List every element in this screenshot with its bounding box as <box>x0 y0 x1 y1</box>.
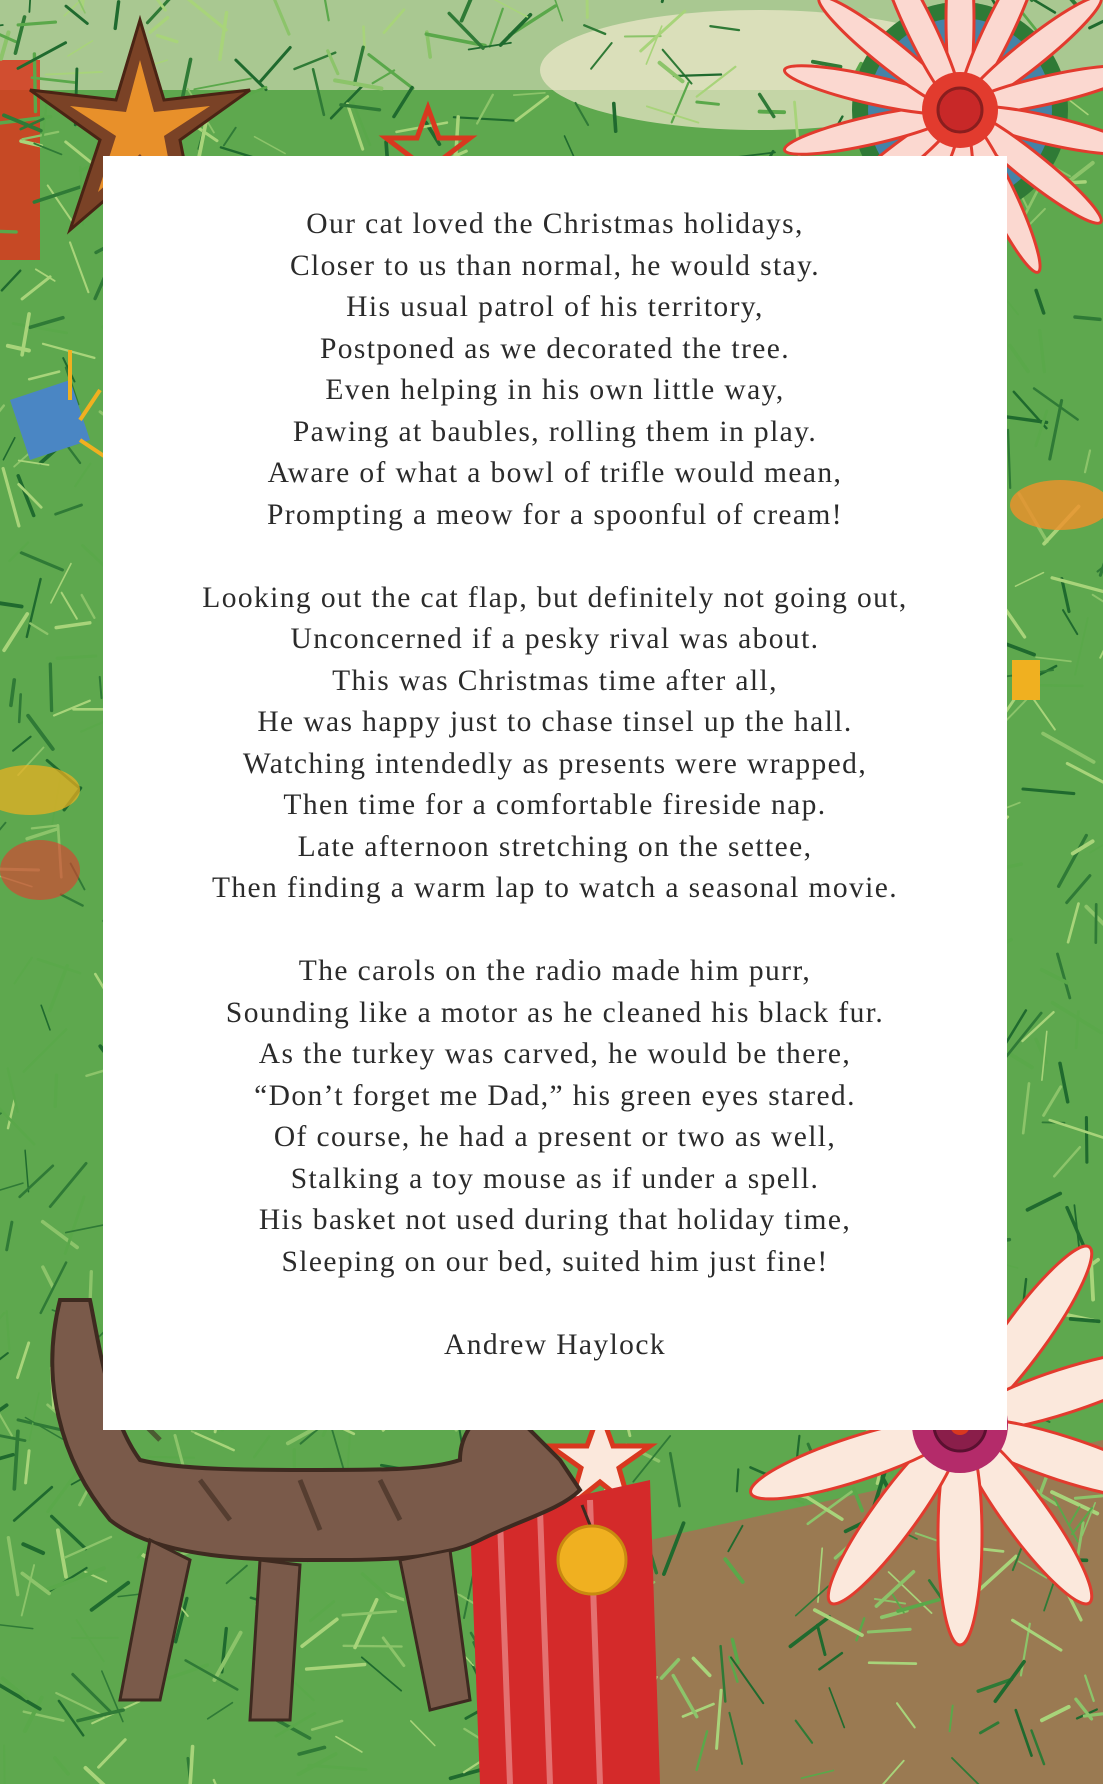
poem-card <box>103 156 1007 1430</box>
pine-needle <box>674 75 721 77</box>
poem-line: Then time for a comfortable fireside nap. <box>283 789 827 821</box>
pine-needle <box>147 1457 194 1458</box>
poem-line: Then finding a warm lap to watch a seasonal movie. <box>211 872 899 904</box>
poem-line: Of course, he had a present or two as well, <box>273 1121 837 1153</box>
poem-line: Prompting a meow for a spoonful of cream! <box>267 498 843 531</box>
poem-line: Aware of what a bowl of trifle would mean, <box>267 457 843 489</box>
pine-needle <box>55 1075 56 1106</box>
poem-line: As the turkey was carved, he would be there, <box>258 1038 852 1070</box>
poem-line: The carols on the radio made him purr, <box>298 955 812 987</box>
poem-line: This was Christmas time after all, <box>332 664 778 697</box>
poem-stanza <box>103 951 1007 1283</box>
poem-stanza <box>103 204 1007 536</box>
pine-needle <box>1086 1118 1087 1163</box>
poem-line: Postponed as we decorated the tree. <box>319 332 791 365</box>
pine-needle <box>1075 317 1100 319</box>
poem-line: Late afternoon stretching on the settee, <box>297 830 813 863</box>
poem-line: His usual patrol of his territory, <box>346 291 764 323</box>
poem-line: His basket not used during that holiday time, <box>258 1204 852 1236</box>
pine-needle <box>344 1646 402 1647</box>
poem-author: Andrew Haylock <box>444 1328 666 1361</box>
poem-line: He was happy just to chase tinsel up the hall. <box>257 706 853 738</box>
pine-needle <box>4 1746 5 1784</box>
poem-line: “Don’t forget me Dad,” his green eyes stared. <box>254 1079 856 1112</box>
poem-line: Our cat loved the Christmas holidays, <box>306 208 804 240</box>
pine-needle <box>614 104 616 132</box>
poem-line: Sleeping on our bed, suited him just fine! <box>281 1245 829 1278</box>
pine-needle <box>19 694 21 722</box>
pine-needle <box>50 664 51 711</box>
poem-line: Sounding like a motor as he cleaned his black fur. <box>225 996 885 1029</box>
poem-line: Stalking a toy mouse as if under a spell. <box>290 1162 820 1195</box>
poem-line: Closer to us than normal, he would stay. <box>289 249 821 282</box>
poem-stanza <box>103 578 1007 910</box>
poem-line: Pawing at baubles, rolling them in play. <box>292 415 818 448</box>
pine-needle <box>1071 1319 1099 1321</box>
poem <box>103 204 1007 1366</box>
poem-line: Even helping in his own little way, <box>325 374 785 406</box>
poem-line: Watching intendedly as presents were wrapped, <box>242 747 868 780</box>
poem-line: Looking out the cat flap, but definitely not going out, <box>202 581 908 614</box>
pine-needle <box>737 1469 738 1491</box>
pine-needle <box>34 54 35 112</box>
poem-line: Unconcerned if a pesky rival was about. <box>290 623 820 655</box>
pine-needle <box>0 231 16 232</box>
pine-needle <box>869 1663 916 1664</box>
